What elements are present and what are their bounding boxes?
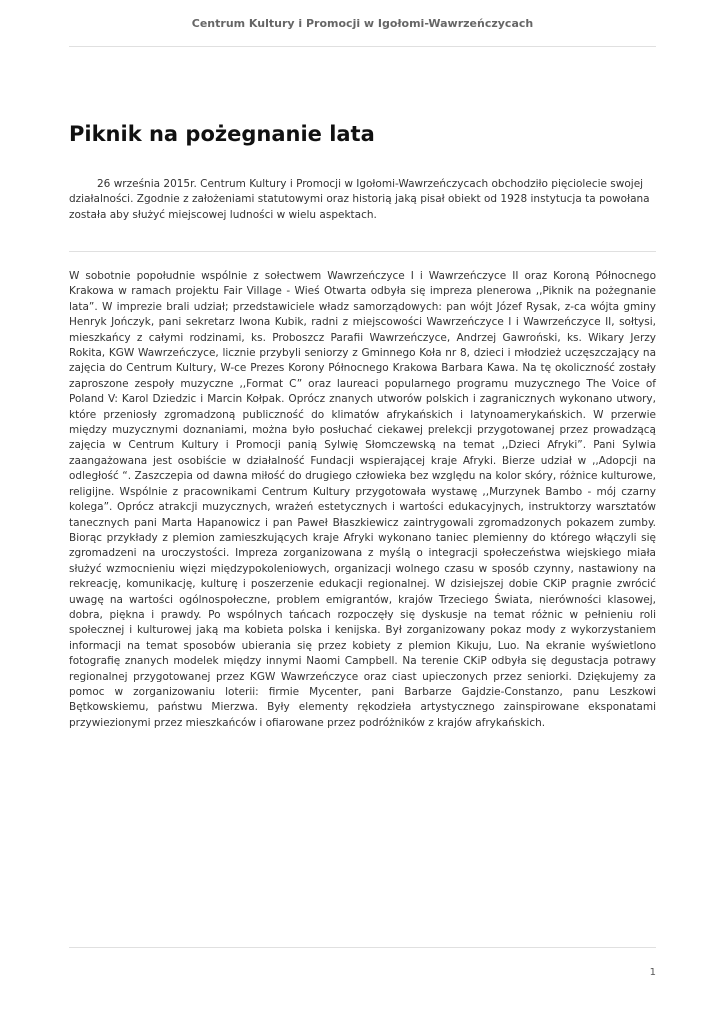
body-paragraph: W sobotnie popołudnie wspólnie z sołectwem Wawrzeńczyce I i Wawrzeńczyce II oraz Koroną Północnego Krakowa w ramach projektu Fair Village - Wieś Otwarta odbyła się impreza plenerowa ,,Piknik na pożegnanie lata”. W imprezie brali udział; przedstawiciele władz samorządowych: pan wójt Józef Rysak, z-ca wójta gminy Henryk Jończyk, pani sekretarz Iwona Kubik, radni z miejscowości Wawrzeńczyce I i Wawrzeńczyce II, sołtysi, mieszkańcy z całymi rodzinami, ks. Proboszcz Parafii Wawrzeńczyce, Andrzej Gawroński, ks. Wikary Jerzy Rokita, KGW Wawrzeńczyce, licznie przybyli seniorzy z Gminnego Koła nr 8, dzieci i młodzież uczęszczający na zajęcia do Centrum Kultury, W-ce Prezes Korony Północnego Krakowa Barbara Kawa. Na tę okoliczność zostały zaproszone zespoły muzyczne ,,Format C” oraz laureaci popularnego programu muzycznego The Voice of Poland V: Karol Dziedzic i Marcin Kołpak. Oprócz znanych utworów polskich i zagranicznych wykonano utwory, które przeniosły zgromadzoną publiczność do klimatów afrykańskich i latynoamerykańskich. W przerwie między muzycznymi doznaniami, można było posłuchać ciekawej prelekcji przygotowanej przez prowadzącą zajęcia w Centrum Kultury i Promocji panią Sylwię Słomczewską na temat ,,Dzieci Afryki”. Pani Sylwia zaangażowana jest osobiście w działalność Fundacji wspierającej kraje Afryki. Bierze udział w ,,Adopcji na odległość “. Zaszczepia od dawna miłość do drugiego człowieka bez względu na kolor skóry, różnice kulturowe, religijne. Wspólnie z pracownikami Centrum Kultury przygotowała wystawę ,,Murzynek Bambo - mój czarny kolega”. Oprócz atrakcji muzycznych, wrażeń estetycznych i wartości edukacyjnych, instruktorzy warsztatów tanecznych pani Marta Hapanowicz i pan Paweł Błaszkiewicz zaintrygowali zgromadzonych pokazem zumby. Biorąc przykłady z plemion zamieszkujących kraje Afryki wykonano taniec plemienny do którego włączyli się zgromadzeni na uroczystości. Impreza zorganizowana z myślą o integracji społeczeństwa wiejskiego miała służyć wzmocnieniu więzi międzypokoleniowych, organizacji wolnego czasu w sposób czynny, nastawiony na rekreację, komunikację, kulturę i poszerzenie edukacji regionalnej. W dzisiejszej dobie CKiP pragnie zwrócić uwagę na wartości ogólnospołeczne, problem emigrantów, krajów Trzeciego Świata, nierówności klasowej, dobra, piękna i prawdy. Po wspólnych tańcach rozpoczęły się dyskusje na temat różnic w pełnieniu roli społecznej i kulturowej jaką ma kobieta polska i kenijska. Był zorganizowany pokaz mody z wykorzystaniem informacji na temat sposobów ubierania się przez kobiety z plemion Kikuju, Luo. Na ekranie wyświetlono fotografię znanych modelek między innymi Naomi Campbell. Na terenie CKiP odbyła się degustacja potrawy regionalnej przygotowanej przez KGW Wawrzeńczyce oraz ciast upieczonych przez seniorki. Dziękujemy za pomoc w zorganizowaniu loterii: firmie Mycenter, pani Barbarze Gajdzie-Constanzo, panu Leszkowi Bętkowskiemu, państwu Mierzwa. Były elementy rękodzieła artystycznego zainspirowane eksponatami przywiezionymi przez mieszkańców i ofiarowane przez podróżników z krajów afrykańskich. [69,270,656,729]
page-title: Piknik na pożegnanie lata [69,122,375,146]
page-number: 1 [649,967,656,978]
header-title: Centrum Kultury i Promocji w Igołomi-Wawrzeńczycach [191,17,534,30]
intro-paragraph: 26 września 2015r. Centrum Kultury i Promocji w Igołomi-Wawrzeńczycach obchodziło pięciolecie swojej działalności. Zgodnie z założeniami statutowymi oraz historią jaką pisał obiekt od 1928 instytucja ta powołana została aby służyć miejscowej ludności w wielu aspektach. [69,178,650,221]
header-divider [69,46,656,47]
footer-divider [69,947,656,948]
section-divider [69,251,656,252]
